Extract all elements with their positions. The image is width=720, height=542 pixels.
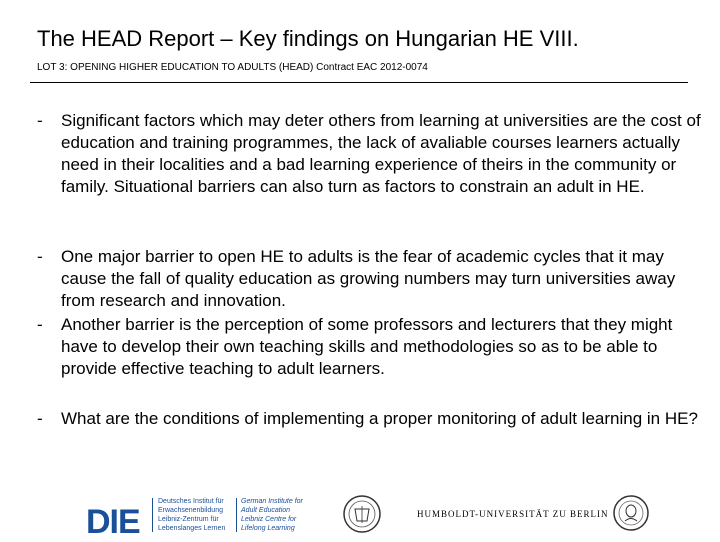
humboldt-seal-icon	[612, 490, 650, 536]
die-german-text: Deutsches Institut für Erwachsenenbildung Leibniz-Zentrum für Lebenslanges Lernen	[158, 498, 226, 532]
bullet-marker: -	[37, 409, 43, 428]
bullet-text: Another barrier is the perception of some professors and lecturers that they might have to develop their own teaching skills and methodologies so as to be able to provide effective teaching to adult learners.	[61, 315, 673, 378]
bullet-marker: -	[37, 247, 43, 266]
die-english-text: German Institute for Adult Education Leibniz Centre for Lifelong Learning	[241, 498, 303, 532]
slide-title: The HEAD Report – Key findings on Hungarian HE VIII.	[37, 26, 579, 51]
bullet-text: Significant factors which may deter others from learning at universities are the cost of education and training programmes, the lack of avaliable courses learners actually need in their localities and a bad learning experience of theirs in the community or family. Situational barriers can also turn as factors to constrain an adult in HE.	[61, 111, 701, 196]
logo-divider	[236, 498, 237, 532]
header-divider	[30, 82, 688, 83]
die-logo: DIE	[86, 503, 140, 541]
logo-divider	[152, 498, 153, 532]
bullet-text: What are the conditions of implementing a proper monitoring of adult learning in HE?	[61, 409, 698, 428]
university-seal-icon	[342, 492, 382, 536]
bullet-text: One major barrier to open HE to adults is the fear of academic cycles that it may cause the fall of quality education as growing numbers may turn universities away from research and innovation.	[61, 247, 676, 310]
bullet-marker: -	[37, 111, 43, 130]
bullet-marker: -	[37, 315, 43, 334]
slide-subtitle: LOT 3: OPENING HIGHER EDUCATION TO ADULTS (HEAD) Contract EAC 2012-0074	[37, 62, 428, 73]
humboldt-university-name: HUMBOLDT-UNIVERSITÄT ZU BERLIN	[417, 509, 609, 519]
